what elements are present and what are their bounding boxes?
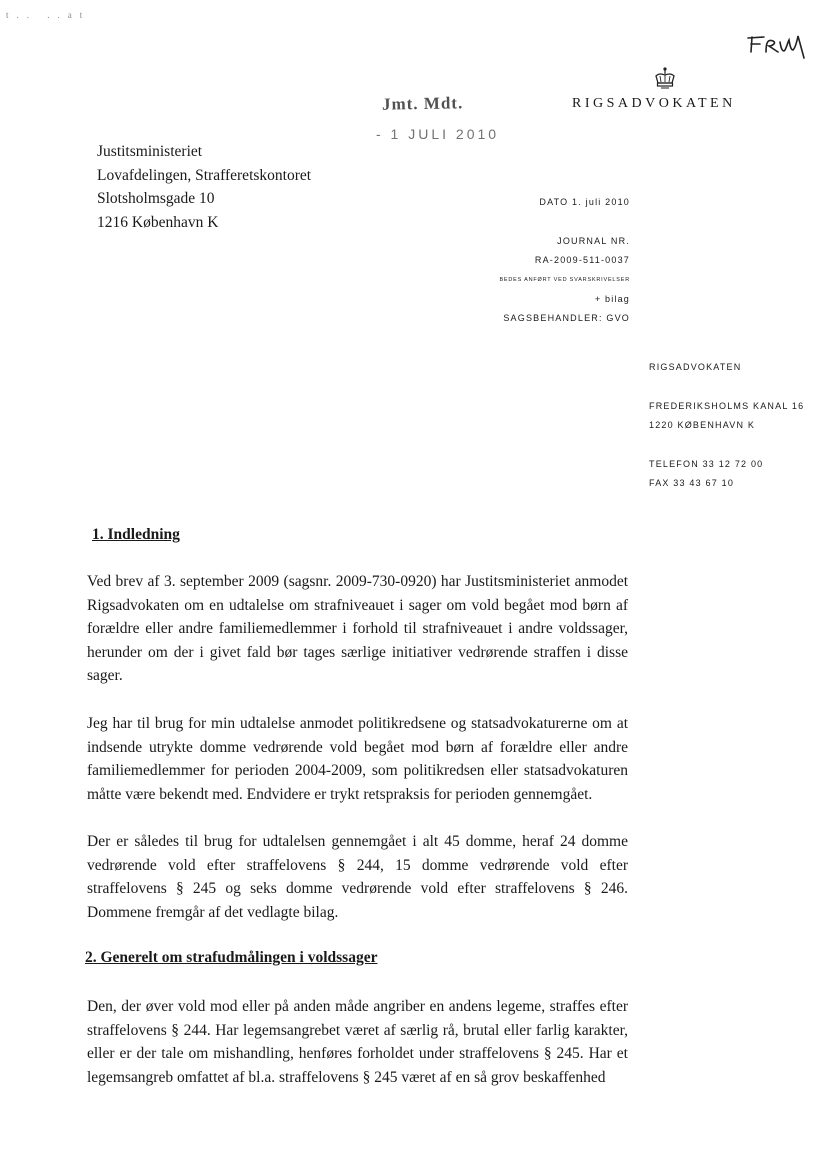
recipient-address xyxy=(97,140,311,234)
journal-number: RA-2009-511-0037 xyxy=(534,255,630,265)
received-stamp-label: Jmt. Mdt. xyxy=(381,93,464,114)
sender-city: 1220 KØBENHAVN K xyxy=(649,420,756,430)
recipient-line: Slotsholmsgade 10 xyxy=(97,190,215,207)
journal-label: JOURNAL NR. xyxy=(557,236,630,246)
sender-fax: FAX 33 43 67 10 xyxy=(649,478,735,488)
body-paragraph: Jeg har til brug for min udtalelse anmodet politikredsene og statsadvokaturerne om at indsende utrykte domme vedrørende vold begået mod børn af forældre eller andre familiemedlemmer for perioden 2004-2009, som politikredsen eller statsadvokaturen måtte være bekendt med. Endvidere er trykt retspraksis for perioden gennemgået. xyxy=(87,715,628,803)
crown-icon xyxy=(652,66,678,92)
sender-name: RIGSADVOKATEN xyxy=(649,362,742,372)
section-heading-sentencing: 2. Generelt om strafudmålingen i voldssager xyxy=(85,949,378,966)
recipient-line: Justitsministeriet xyxy=(97,143,203,160)
sender-street: FREDERIKSHOLMS KANAL 16 xyxy=(649,401,805,411)
sender-phone: TELEFON 33 12 72 00 xyxy=(649,459,764,469)
reference-note: BEDES ANFØRT VED SVARSKRIVELSER xyxy=(499,277,630,283)
body-paragraph: Ved brev af 3. september 2009 (sagsnr. 2009-730-0920) har Justitsministeriet anmodet Rigsadvokaten om en udtalelse om strafniveauet i sager om vold begået mod børn af forældre eller andre familiemedlemmer i forhold til strafniveauet i andre voldssager, herunder om der i givet fald bør tages særlige initiativer vedrørende straffen i disse sager. xyxy=(87,573,628,684)
case-handler: SAGSBEHANDLER: GVO xyxy=(503,313,630,323)
attachment-note: + bilag xyxy=(594,294,630,304)
body-paragraph: Der er således til brug for udtalelsen gennemgået i alt 45 domme, heraf 24 domme vedrørende vold efter straffelovens § 244, 15 domme vedrørende vold efter straffelovens § 245 og seks domme vedrørende vold efter straffelovens § 246. Dommene fremgår af det vedlagte bilag. xyxy=(87,833,628,921)
body-paragraph: Den, der øver vold mod eller på anden måde angriber en andens legeme, straffes efter straffelovens § 244. Har legemsangrebet været af særlig rå, brutal eller farlig karakter, eller er der tale om mishandling, henføres forholdet under straffelovens § 245. Har et legemsangreb omfattet af bl.a. straffelovens § 245 været af en så grov beskaffenhed xyxy=(87,998,628,1086)
handwritten-note xyxy=(744,30,810,62)
recipient-line: Lovafdelingen, Strafferetskontoret xyxy=(97,166,312,184)
section-heading-introduction: 1. Indledning xyxy=(92,526,180,543)
recipient-line: 1216 København K xyxy=(97,213,219,231)
received-stamp-date: - 1 JULI 2010 xyxy=(376,126,500,142)
header-org-name: RIGSADVOKATEN xyxy=(572,96,736,111)
scan-speck-text: t.. ..at xyxy=(6,10,91,20)
letter-date: DATO 1. juli 2010 xyxy=(539,197,630,207)
